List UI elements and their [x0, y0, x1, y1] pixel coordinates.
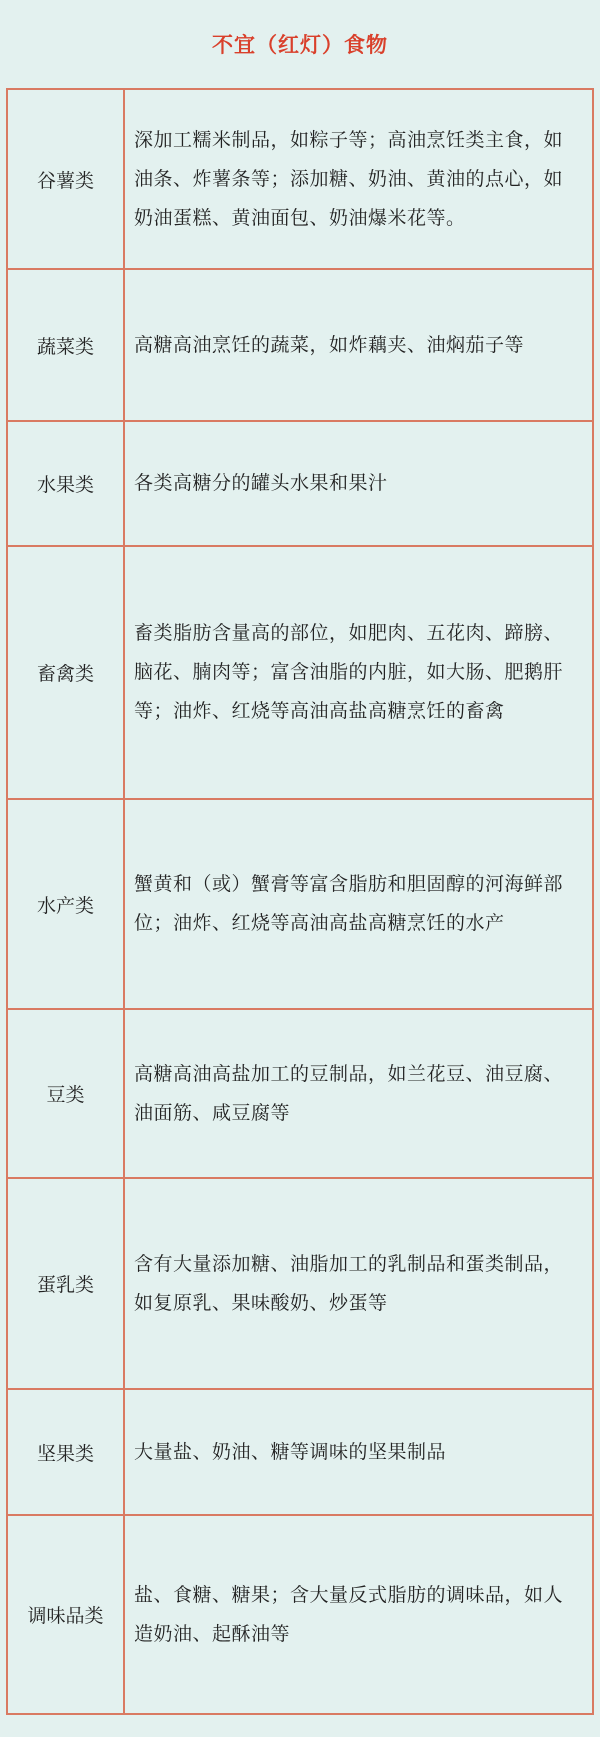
table-row	[8, 1179, 592, 1390]
category-cell: 豆类	[8, 1010, 125, 1177]
table-row	[8, 547, 592, 800]
category-cell: 水产类	[8, 800, 125, 1008]
category-cell: 畜禽类	[8, 547, 125, 798]
description-text: 蟹黄和（或）蟹膏等富含脂肪和胆固醇的河海鲜部位；油炸、红烧等高油高盐高糖烹饪的水产	[134, 873, 564, 934]
table-row	[8, 422, 592, 547]
category-cell: 谷薯类	[8, 90, 125, 268]
description-cell	[125, 547, 592, 798]
description-text: 含有大量添加糖、油脂加工的乳制品和蛋类制品，如复原乳、果味酸奶、炒蛋等	[134, 1252, 564, 1314]
description-cell	[125, 270, 592, 420]
category-cell: 调味品类	[8, 1516, 125, 1713]
description-text: 高糖高油高盐加工的豆制品，如兰花豆、油豆腐、油面筋、咸豆腐等	[134, 1062, 564, 1124]
description-cell	[125, 1179, 592, 1388]
table-row	[8, 800, 592, 1010]
description-cell	[125, 1390, 592, 1514]
description-text: 畜类脂肪含量高的部位，如肥肉、五花肉、蹄膀、脑花、腩肉等；富含油脂的内脏，如大肠、肥鹅肝等；油炸、红烧等高油高盐高糖烹饪的畜禽	[134, 622, 564, 722]
description-text: 盐、食糖、糖果；含大量反式脂肪的调味品，如人造奶油、起酥油等	[134, 1583, 564, 1645]
category-cell: 水果类	[8, 422, 125, 545]
description-text: 深加工糯米制品，如粽子等；高油烹饪类主食，如油条、炸薯条等；添加糖、奶油、黄油的点心，如奶油蛋糕、黄油面包、奶油爆米花等。	[134, 128, 564, 229]
food-table	[6, 88, 594, 1715]
table-row	[8, 1010, 592, 1179]
description-text: 大量盐、奶油、糖等调味的坚果制品	[134, 1440, 447, 1463]
category-cell: 坚果类	[8, 1390, 125, 1514]
table-row	[8, 90, 592, 270]
description-cell	[125, 1516, 592, 1713]
description-cell	[125, 90, 592, 268]
category-cell: 蛋乳类	[8, 1179, 125, 1388]
table-row	[8, 270, 592, 422]
table-title: 不宜（红灯）食物	[212, 33, 388, 57]
table-row	[8, 1516, 592, 1713]
description-text: 高糖高油烹饪的蔬菜，如炸藕夹、油焖茄子等	[134, 333, 525, 356]
description-cell	[125, 800, 592, 1008]
table-row	[8, 1390, 592, 1516]
description-text: 各类高糖分的罐头水果和果汁	[134, 472, 388, 494]
description-cell	[125, 422, 592, 545]
title-bar	[0, 0, 600, 88]
category-cell: 蔬菜类	[8, 270, 125, 420]
description-cell	[125, 1010, 592, 1177]
